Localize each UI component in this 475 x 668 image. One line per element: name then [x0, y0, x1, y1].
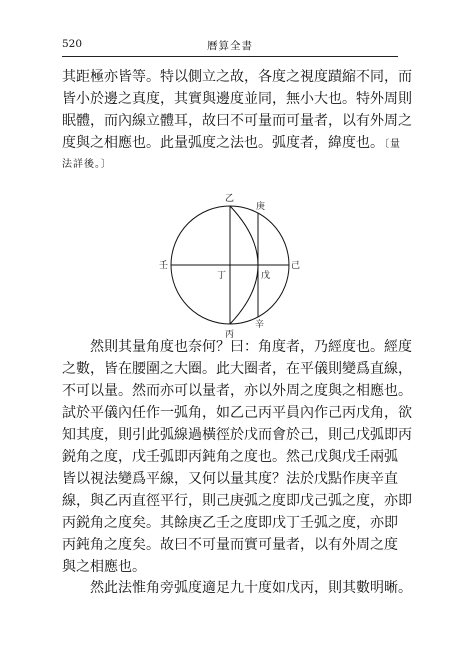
- text-segment: 度與之相應也。此量弧度之法也。弧度者，緯度也。: [62, 135, 384, 151]
- text-line: 其距極亦皆等。特以側立之故，各度之視度蹟縮不同，而: [62, 69, 412, 85]
- text-line: 然此法惟角旁弧度適足九十度如戊丙，則其數明晰。: [90, 580, 412, 596]
- text-line: 試於平儀內任作一弧角，如乙己丙平員內作己丙戊角，欲: [62, 405, 412, 421]
- text-line: 皆小於邊之真度，其實與邊度並同，無小大也。特外周則: [62, 91, 412, 107]
- text-line: 眠體，而內線立體耳，故曰不可量而可量者，以有外周之: [62, 113, 412, 129]
- paragraph-3: [62, 577, 412, 599]
- text-line: 之數，皆在腰圍之大圈。此大圈者，在平儀則變爲直線，: [62, 361, 412, 377]
- paragraph-2: [62, 336, 412, 578]
- text-line: 丙鈍角之度矣。故曰不可量而實可量者，以有外周之度: [62, 537, 398, 553]
- text-line: 然則其量角度也奈何？曰：角度者，乃經度也。經度: [90, 339, 412, 355]
- text-line: 鋭角之度，戊壬弧即丙鈍角之度也。然己戊與戊壬兩弧: [62, 449, 398, 465]
- text-line: 丙鋭角之度矣。其餘庚乙壬之度即戊丁壬弧之度，亦即: [62, 515, 398, 531]
- label-ren: 壬: [159, 261, 169, 271]
- text-line: 線，與乙丙直徑平行，則己庚弧之度即戊己弧之度，亦即: [62, 493, 412, 509]
- annotation-note: 法詳後。〕: [62, 159, 112, 170]
- text-line: 皆以視法變爲平線，又何以量其度？法於戊點作庚辛直: [62, 471, 398, 487]
- label-xin: 辛: [255, 320, 265, 330]
- text-line: 知其度，則引此弧線過橫徑於戊而會於己，則己戊弧即丙: [62, 427, 412, 443]
- book-title: 曆算全書: [207, 40, 253, 52]
- text-line: 與之相應也。: [62, 559, 146, 575]
- label-wu: 戊: [261, 271, 271, 281]
- annotation-note: 〔量: [384, 139, 401, 150]
- label-ji: 己: [291, 261, 301, 271]
- label-geng: 庚: [256, 202, 266, 212]
- text-line: 不可以量。然而亦可以量者，亦以外周之度與之相應也。: [62, 383, 412, 399]
- label-yi: 乙: [225, 194, 235, 204]
- label-ding: 丁: [217, 271, 227, 281]
- page-number: 520: [62, 38, 83, 50]
- label-bing: 丙: [225, 330, 235, 340]
